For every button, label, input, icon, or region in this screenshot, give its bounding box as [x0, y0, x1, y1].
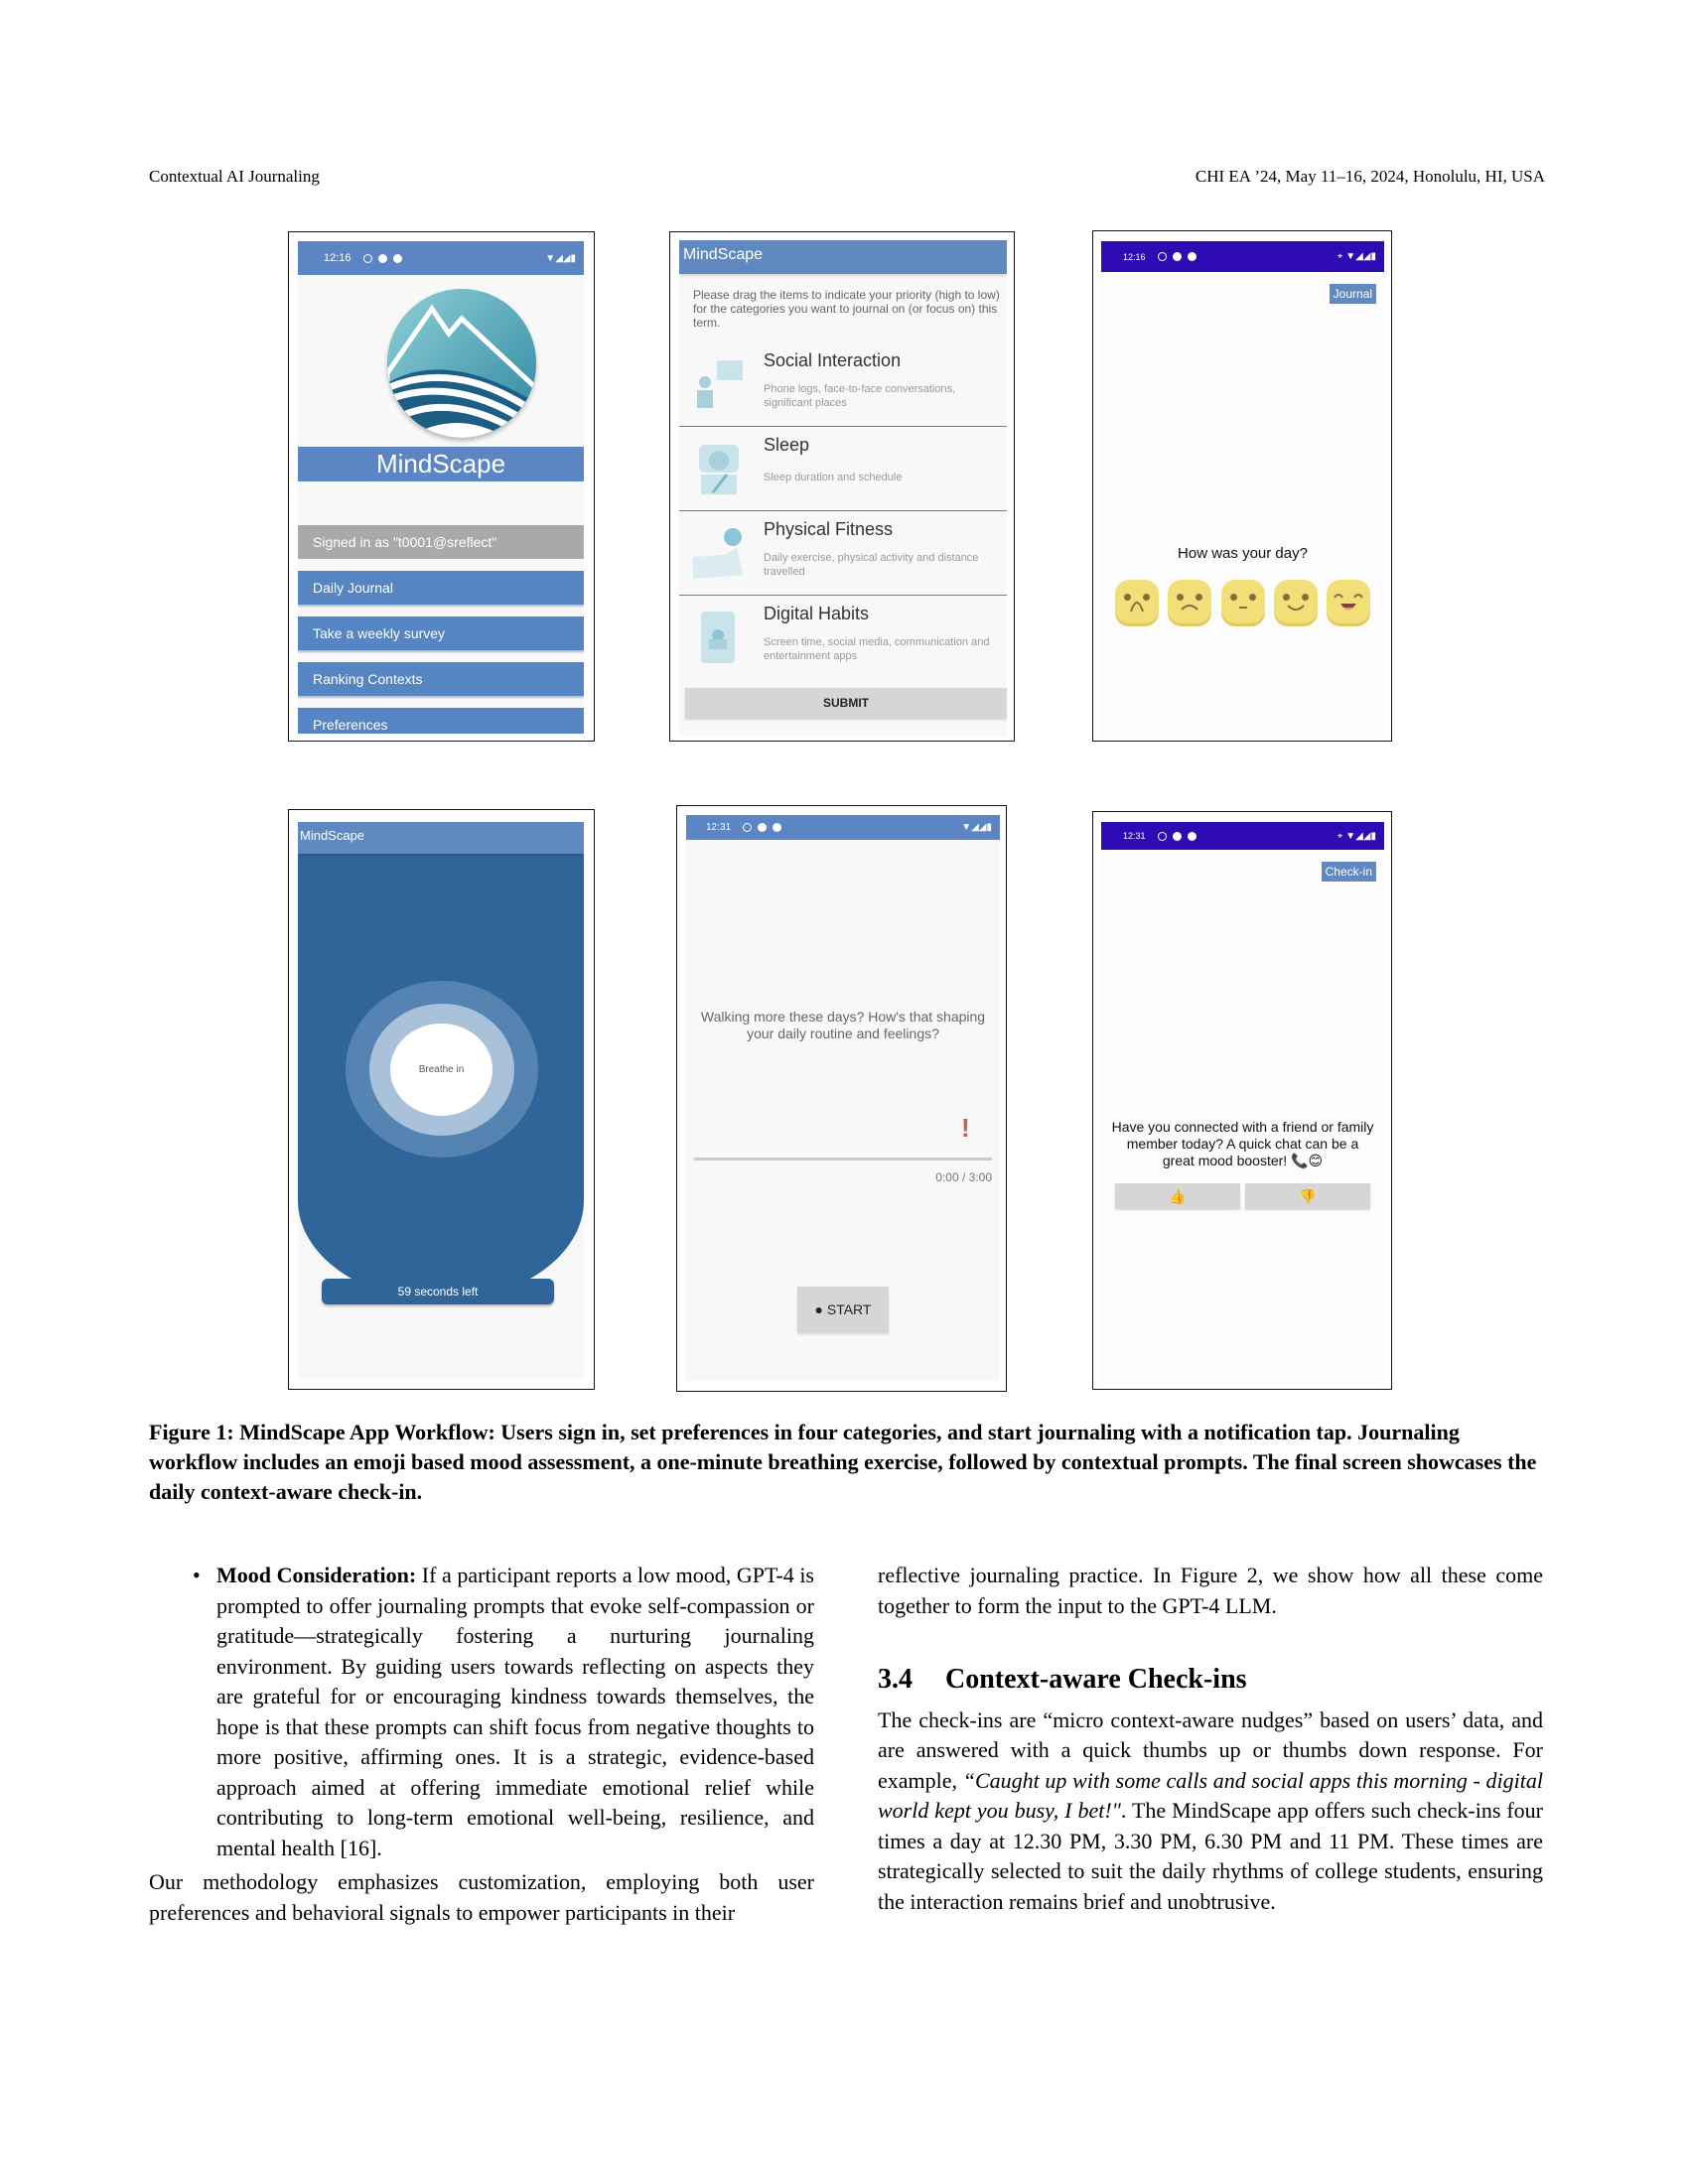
notification-icon [1158, 832, 1167, 841]
sleeping-person-icon [693, 443, 743, 494]
status-time: 12:16 [324, 252, 352, 264]
thumbs-up-button[interactable]: 👍 [1115, 1183, 1240, 1209]
screenshot-breathing [288, 809, 595, 1390]
bullet-label: Mood Consideration: [216, 1563, 417, 1587]
flexed-arm-icon [693, 527, 743, 579]
start-recording-button[interactable]: ● START [797, 1287, 889, 1332]
journal-button[interactable]: Journal [1330, 284, 1376, 304]
mood-question: How was your day? [1178, 545, 1308, 562]
facebook-icon [758, 823, 767, 832]
dot-icon [1188, 832, 1196, 841]
status-bar [1101, 241, 1384, 272]
drag-instruction: Please drag the items to indicate your priority (high to low) for the categories you want to journal on (or focus on) this term. [693, 288, 1000, 330]
mood-selector [1115, 580, 1370, 623]
seconds-left-timer: 59 seconds left [322, 1279, 554, 1304]
right-column [878, 1561, 1543, 1917]
signal-battery-icons: ⌖ ▼◢◢▮ [1336, 830, 1376, 842]
phone-icon [693, 612, 743, 663]
mood-happy-button[interactable] [1274, 580, 1318, 623]
category-title: Social Interaction [764, 350, 902, 370]
signal-battery-icons: ▼◢◢▮ [545, 252, 576, 264]
screenshot-preferences [669, 231, 1015, 742]
app-bar-title: MindScape [679, 240, 1007, 274]
dot-icon [773, 823, 781, 832]
category-sleep[interactable] [679, 427, 1007, 511]
bullet-text: If a participant reports a low mood, GPT-4 is prompted to offer journaling prompts that evoke self-compassion or gratitude—strategically fostering a nurturing journaling environment. By guiding users towards reflecting on aspects they are grateful for or encouraging kindness towards themselves, the hope is that these prompts can shift focus from negative thoughts to more positive, affirming ones. It is a strategic, evidence-based approach aimed at offering immediate emotional relief while contributing to long-term emotional well-being, resilience, and mental health [16]. [216, 1563, 814, 1860]
category-desc: Sleep duration and schedule [764, 472, 903, 483]
facebook-icon [1173, 252, 1182, 261]
mood-very-sad-button[interactable] [1115, 580, 1159, 623]
left-column [149, 1561, 814, 1928]
dot-icon [1188, 252, 1196, 261]
status-bar [1101, 822, 1384, 850]
recording-progress-bar[interactable] [694, 1158, 992, 1160]
preferences-button[interactable]: Preferences [298, 708, 584, 734]
notification-icon [743, 823, 752, 832]
category-title: Digital Habits [764, 604, 870, 623]
status-time: 12:31 [1123, 831, 1146, 841]
category-desc: Daily exercise, physical activity and distance travelled [764, 552, 979, 578]
checkin-button[interactable]: Check-in [1322, 862, 1376, 882]
bullet-icon: • [193, 1563, 201, 1587]
screenshot-mood [1092, 230, 1392, 742]
category-physical-fitness[interactable] [679, 511, 1007, 596]
submit-button[interactable]: SUBMIT [685, 688, 1007, 718]
category-desc: Screen time, social media, communication and entertainment apps [764, 636, 990, 662]
dot-icon [393, 254, 402, 263]
ranking-contexts-button[interactable]: Ranking Contexts [298, 662, 584, 696]
facebook-icon [378, 254, 387, 263]
screenshot-checkin [1092, 811, 1392, 1390]
notification-icon [363, 254, 372, 263]
weekly-survey-button[interactable]: Take a weekly survey [298, 616, 584, 650]
status-bar [686, 815, 1000, 840]
category-desc: Phone logs, face-to-face conversations, significant places [764, 383, 956, 409]
category-title: Sleep [764, 435, 810, 455]
person-chat-icon [693, 358, 743, 410]
mood-neutral-button[interactable] [1221, 580, 1265, 623]
category-social-interaction[interactable] [679, 342, 1007, 427]
continuation-paragraph: reflective journaling practice. In Figure 2, we show how all these come together to form the input to the GPT-4 LLM. [878, 1563, 1543, 1618]
mood-very-happy-button[interactable] [1327, 580, 1370, 623]
paragraph-text: The check-ins are “micro context-aware nudges” based on users’ data, and are answered with a quick thumbs up or thumbs down response. For example, [878, 1706, 1543, 1793]
status-bar [298, 241, 584, 275]
daily-journal-button[interactable]: Daily Journal [298, 571, 584, 605]
running-header-left: Contextual AI Journaling [149, 167, 320, 186]
journal-prompt: Walking more these days? How's that shaping your daily routine and feelings? [700, 1009, 986, 1041]
signal-battery-icons: ▼◢◢▮ [961, 822, 992, 833]
checkins-paragraph [878, 1706, 1543, 1918]
facebook-icon [1173, 832, 1182, 841]
running-header-right: CHI EA ’24, May 11–16, 2024, Honolulu, HI, USA [1195, 167, 1545, 186]
status-time: 12:31 [706, 822, 732, 833]
recording-time: 0:00 / 3:00 [935, 1170, 992, 1184]
bullet-mood-consideration [149, 1561, 814, 1863]
category-digital-habits[interactable] [679, 596, 1007, 679]
mood-sad-button[interactable] [1168, 580, 1211, 623]
signed-in-status: Signed in as "t0001@sreflect" [298, 525, 584, 559]
screenshot-signin [288, 231, 595, 742]
screenshot-prompt [676, 805, 1007, 1392]
checkin-question: Have you connected with a friend or family member today? A quick chat can be a great mood booster! 📞😊 [1111, 1119, 1374, 1168]
section-number: 3.4 [878, 1664, 913, 1695]
mindscape-logo [387, 289, 536, 438]
app-bar-title: MindScape [298, 822, 584, 854]
alert-icon: ! [961, 1113, 970, 1143]
section-title: Context-aware Check-ins [945, 1664, 1247, 1695]
thumbs-down-button[interactable]: 👎 [1245, 1183, 1370, 1209]
category-title: Physical Fitness [764, 519, 894, 539]
methodology-paragraph: Our methodology emphasizes customization, employing both user preferences and behavioral signals to empower participants in their [149, 1869, 814, 1925]
status-time: 12:16 [1123, 251, 1146, 262]
breathe-in-circle: Breathe in [390, 1024, 492, 1116]
example-quote: “Caught up with some calls and social apps this morning - digital world kept you busy, I bet!" [878, 1767, 1543, 1823]
signal-battery-icons: ⌖ ▼◢◢▮ [1336, 251, 1376, 262]
app-title: MindScape [298, 447, 584, 481]
section-heading [878, 1665, 1543, 1696]
notification-icon [1158, 252, 1167, 261]
figure-caption: Figure 1: MindScape App Workflow: Users sign in, set preferences in four categories, and start journaling with a notification tap. Journaling workflow includes an emoji based mood assessment, a one-minute breathing exercise, followed by contextual prompts. The final screen showcases the daily context-aware check-in. [149, 1420, 1537, 1504]
checkin-response [1115, 1183, 1370, 1209]
paragraph-text: . The MindScape app offers such check-ins four times a day at 12.30 PM, 3.30 PM, 6.30 PM and 11 PM. These times are strategically selected to suit the daily rhythms of college students, ensuring the interaction remains brief and unobtrusive. [878, 1798, 1543, 1914]
